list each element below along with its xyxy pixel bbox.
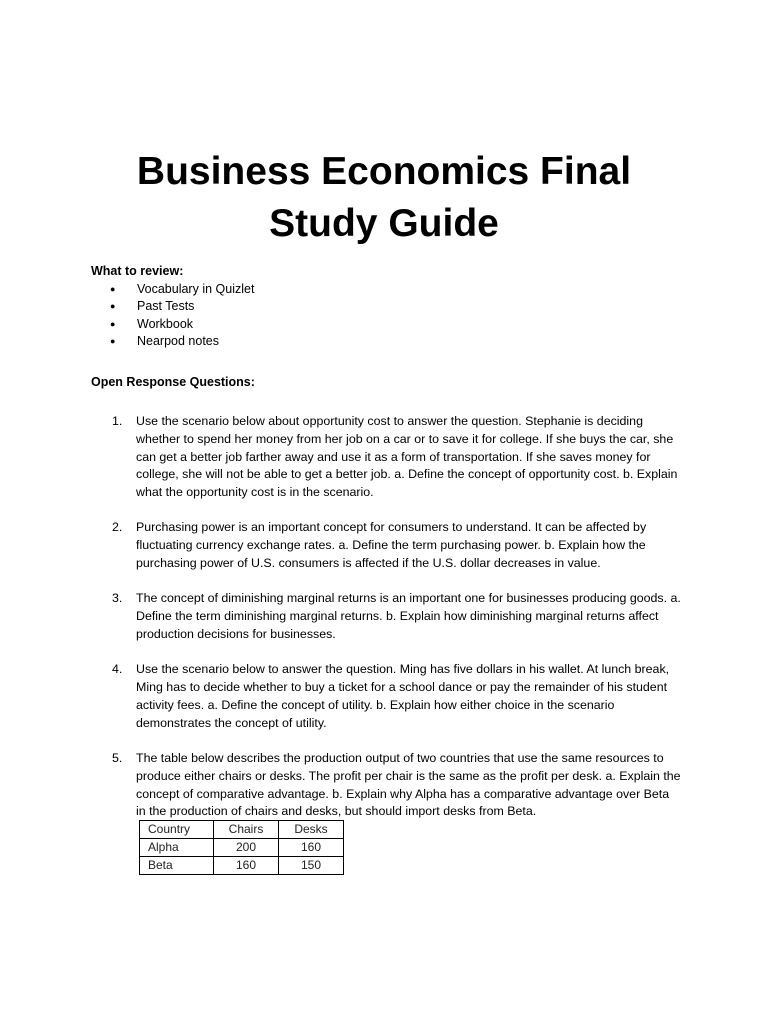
table-cell: Beta <box>140 857 214 875</box>
question-number: 2. <box>112 520 123 535</box>
review-item-label: Workbook <box>137 316 194 331</box>
question-item <box>112 750 682 821</box>
page-title <box>0 146 768 250</box>
bullet-icon: ● <box>110 301 116 312</box>
question-text: Purchasing power is an important concept for consumers to understand. It can be affected by fluctuating currency exchange rates. a. Define the term purchasing power. b. Explain how the purchasing power of U.S. consumers is affected if the U.S. dollar decreases in value. <box>136 520 647 571</box>
question-item <box>112 590 682 643</box>
question-item <box>112 413 682 502</box>
title-line-1: Business Economics Final <box>136 150 632 193</box>
question-text: The table below describes the production output of two countries that use the same resources to produce either chairs or desks. The profit per chair is the same as the profit per desk. a. Explain the concept of comparative advantage. b. Explain why Alpha has a comparative advantage over Beta in the production of chairs and desks, but should import desks from Beta. <box>136 750 681 819</box>
review-heading: What to review: <box>91 264 184 278</box>
title-line-2: Study Guide <box>269 202 499 245</box>
table-cell: 150 <box>279 857 344 875</box>
table-header-cell: Country <box>140 821 214 839</box>
table-header-cell: Desks <box>279 821 344 839</box>
question-number: 4. <box>112 662 123 677</box>
table-row <box>140 857 344 875</box>
question-number: 5. <box>112 750 123 765</box>
production-output-table <box>139 820 344 875</box>
question-item <box>112 519 682 572</box>
table-cell: 200 <box>214 839 279 857</box>
review-item <box>110 316 254 333</box>
review-item <box>110 281 254 298</box>
open-response-heading: Open Response Questions: <box>91 375 255 389</box>
question-item <box>112 661 682 732</box>
review-item <box>110 298 254 315</box>
table-header-row <box>140 821 344 839</box>
review-item-label: Nearpod notes <box>137 333 220 348</box>
table-cell: Alpha <box>140 839 214 857</box>
review-item <box>110 333 254 350</box>
bullet-icon: ● <box>110 284 116 294</box>
question-number: 1. <box>112 414 123 428</box>
bullet-icon: ● <box>110 335 116 346</box>
review-item-label: Vocabulary in Quizlet <box>137 282 255 296</box>
bullet-icon: ● <box>110 318 116 329</box>
question-text: The concept of diminishing marginal returns is an important one for businesses producing goods. a. Define the term diminishing marginal returns. b. Explain how diminishing marginal returns affect production decisions for businesses. <box>136 591 681 641</box>
table-header-cell: Chairs <box>214 821 279 839</box>
review-list <box>110 281 254 350</box>
table-row <box>140 839 344 857</box>
question-list <box>112 413 682 839</box>
review-item-label: Past Tests <box>137 299 195 314</box>
table-cell: 160 <box>279 839 344 857</box>
question-text: Use the scenario below to answer the question. Ming has five dollars in his wallet. At lunch break, Ming has to decide whether to buy a ticket for a school dance or pay the remainder of his student activity fees. a. Define the concept of utility. b. Explain how either choice in the scenario demonstrates the concept of utility. <box>136 662 670 730</box>
question-number: 3. <box>112 591 123 606</box>
table-cell: 160 <box>214 857 279 875</box>
question-text: Use the scenario below about opportunity cost to answer the question. Stephanie is deciding whether to spend her money from her job on a car or to save it for college. If she buys the car, she can get a better job farther away and use it as a form of transportation. If she saves money for college, she will not be able to get a better job. a. Define the concept of opportunity cost. b. Explain what the opportunity cost is in the scenario. <box>136 414 678 500</box>
